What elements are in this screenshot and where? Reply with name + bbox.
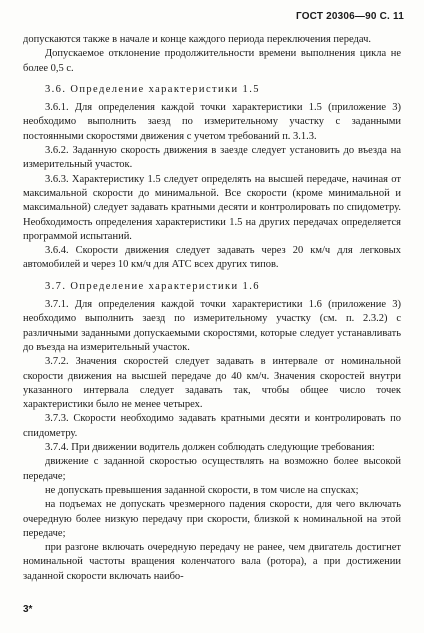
paragraph: 3.7.2. Значения скоростей следует задавать в интервале от номинальной скорости движения на высшей передаче до 40 км/ч. Значения скоростей внутри указанного интервала следует задавать так, чтобы общее число точек характеристики было не менее четырех. [23, 356, 401, 411]
paragraph: 3.7.1. Для определения каждой точки характеристики 1.6 (приложение 3) необходимо выполнить заезд по измерительному участку (см. п. 2.3.2) с различными заданными допускаемыми скоростями, которые следует устанавливать до въезда на измерительный участок. [23, 299, 401, 353]
paragraph: на подъемах не допускать чрезмерного падения скорости, для чего включать очередную более низкую передачу при скорости, близкой к номинальной на этой передаче; [23, 499, 401, 539]
section-heading: 3.7. Определение характеристики 1.6 [45, 280, 260, 292]
paragraph: 3.7.3. Скорости необходимо задавать кратными десяти и контролировать по спидометру. [23, 413, 401, 439]
paragraph: Допускаемое отклонение продолжительности времени выполнения цикла не более 0,5 с. [23, 48, 401, 74]
paragraph: допускаются также в начале и конце каждого периода переключения передач. [23, 34, 371, 45]
page-header: ГОСТ 20306—90 С. 11 [295, 11, 404, 22]
paragraph: 3.6.3. Характеристику 1.5 следует определять на высшей передаче, начиная от максимальной скорости до минимальной. Все скорости (кроме минимальной и максимальной) следует задавать кратными десяти и контролировать по спидометру. Необходимость определения характеристики 1.5 на других передачах определяется программой испытаний. [23, 173, 401, 242]
paragraph: 3.6.1. Для определения каждой точки характеристики 1.5 (приложение 3) необходимо выполнить заезд по измерительному участку с заданными постоянными скоростями движения с учетом требований п. 3.1.3. [23, 102, 401, 142]
section-heading: 3.6. Определение характеристики 1.5 [45, 83, 260, 95]
document-body [23, 33, 401, 584]
paragraph: движение с заданной скоростью осуществлять на возможно более высокой передаче; [23, 456, 401, 482]
paragraph: 3.6.2. Заданную скорость движения в заезде следует установить до въезда на измерительный участок. [23, 145, 401, 171]
paragraph: не допускать превышения заданной скорости, в том числе на спусках; [45, 484, 359, 496]
paragraph: при разгоне включать очередную передачу не ранее, чем двигатель достигнет номинальной частоты вращения коленчатого вала (ротора), а при достижении заданной скорости включать наибо- [23, 542, 401, 582]
paragraph: 3.6.4. Скорости движения следует задавать через 20 км/ч для легковых автомобилей и через 10 км/ч для АТС всех других типов. [23, 245, 401, 271]
signature-mark: 3* [23, 604, 33, 615]
paragraph: 3.7.4. При движении водитель должен соблюдать следующие требования: [45, 442, 375, 454]
